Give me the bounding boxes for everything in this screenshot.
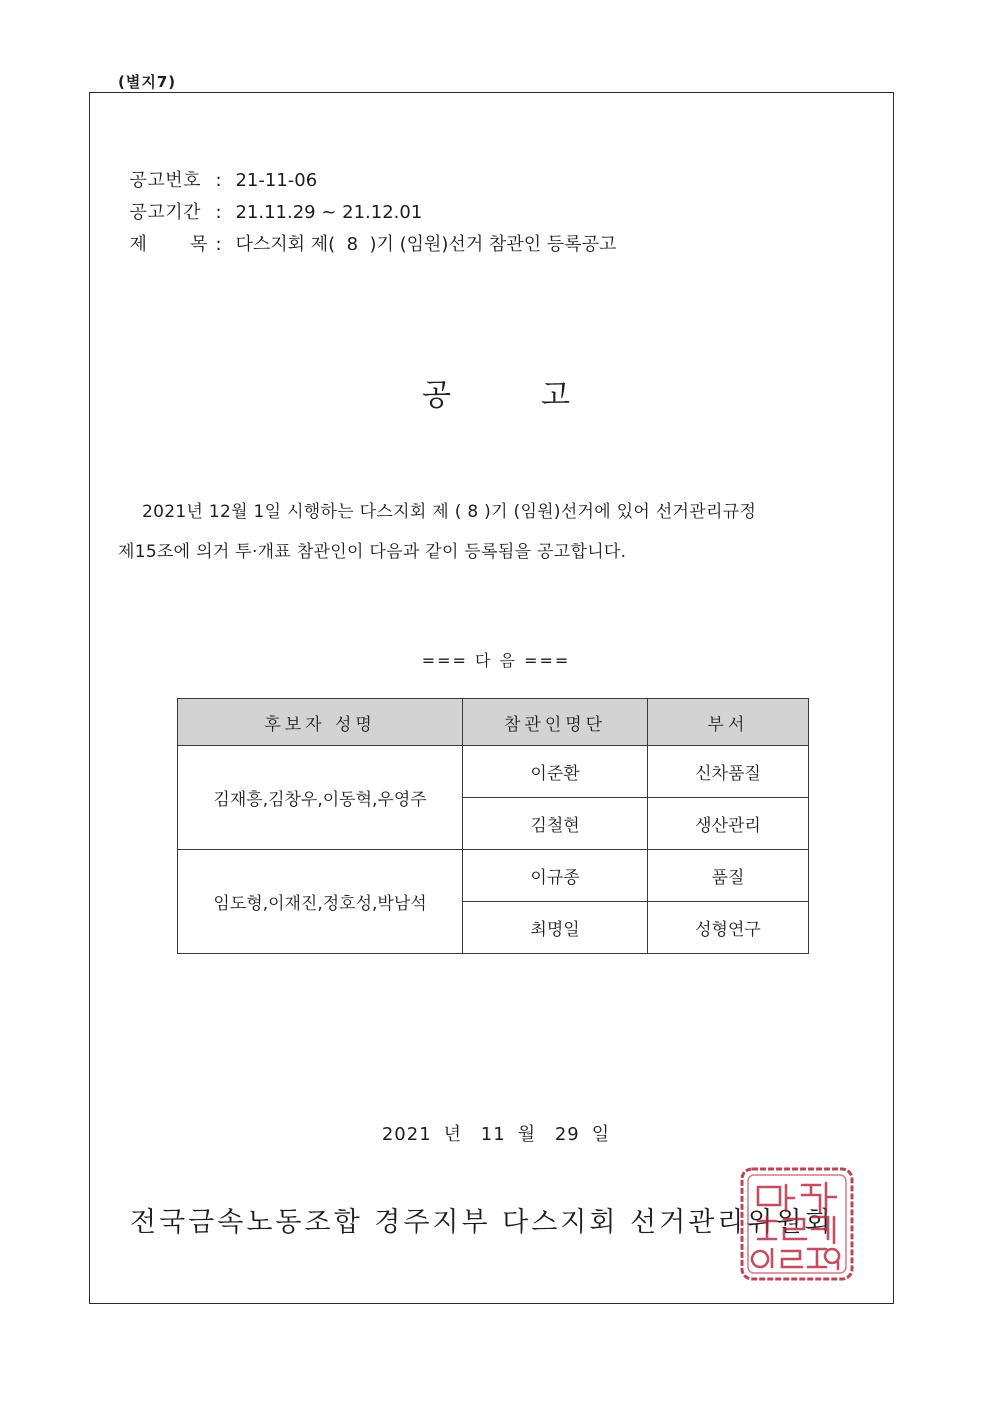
notice-number-value: 21-11-06 bbox=[235, 170, 318, 191]
date-year-unit: 년 bbox=[443, 1124, 463, 1145]
body-paragraph bbox=[118, 492, 878, 572]
table-header-row bbox=[178, 699, 809, 746]
notice-subject-value: 다스지회 제( 8 )기 (임원)선거 참관인 등록공고 bbox=[235, 234, 617, 255]
body-line-2: 제15조에 의거 투·개표 참관인이 다음과 같이 등록됨을 공고합니다. bbox=[118, 542, 627, 562]
candidates-cell: 임도형,이재진,정호성,박남석 bbox=[178, 850, 463, 954]
header-department: 부서 bbox=[647, 699, 808, 746]
notice-number-label: 공고번호 bbox=[129, 170, 202, 191]
department-cell: 신차품질 bbox=[647, 746, 808, 798]
attachment-label: (별지7) bbox=[118, 73, 177, 91]
observer-cell: 이규종 bbox=[463, 850, 648, 902]
header-candidates: 후보자 성명 bbox=[178, 699, 463, 746]
observer-cell: 이준환 bbox=[463, 746, 648, 798]
date-day-unit: 일 bbox=[591, 1124, 611, 1145]
notice-subject-row bbox=[118, 212, 616, 256]
table-row bbox=[178, 850, 809, 902]
notice-subject-label bbox=[129, 234, 207, 256]
body-line-1: 2021년 12월 1일 시행하는 다스지회 제 ( 8 )기 (임원)선거에 있어 선거관리규정 bbox=[142, 502, 757, 522]
document-heading: 공고 bbox=[422, 378, 660, 413]
department-cell: 성형연구 bbox=[647, 902, 808, 954]
observer-cell: 김철현 bbox=[463, 798, 648, 850]
colon: : bbox=[215, 170, 222, 191]
sub-heading: === 다 음 === bbox=[421, 651, 571, 670]
date-year: 2021 bbox=[381, 1124, 432, 1145]
observer-cell: 최명일 bbox=[463, 902, 648, 954]
notice-period-label: 공고기간 bbox=[129, 202, 202, 223]
department-cell: 생산관리 bbox=[647, 798, 808, 850]
date-day: 29 bbox=[554, 1124, 580, 1145]
date-line bbox=[0, 1120, 992, 1146]
subject-label-second: 목 bbox=[190, 234, 208, 255]
colon: : bbox=[215, 234, 222, 255]
subject-label-first: 제 bbox=[129, 234, 147, 255]
observer-table bbox=[177, 698, 809, 954]
notice-period-value: 21.11.29 ~ 21.12.01 bbox=[235, 202, 423, 223]
official-seal bbox=[738, 1165, 856, 1283]
header-observers: 참관인명단 bbox=[463, 699, 648, 746]
table-row bbox=[178, 746, 809, 798]
colon: : bbox=[215, 202, 222, 223]
date-month-unit: 월 bbox=[517, 1124, 537, 1145]
candidates-cell: 김재흥,김창우,이동혁,우영주 bbox=[178, 746, 463, 850]
issuer-name: 전국금속노동조합 경주지부 다스지회 선거관리위원회 bbox=[130, 1207, 834, 1238]
date-month: 11 bbox=[480, 1124, 506, 1145]
department-cell: 품질 bbox=[647, 850, 808, 902]
